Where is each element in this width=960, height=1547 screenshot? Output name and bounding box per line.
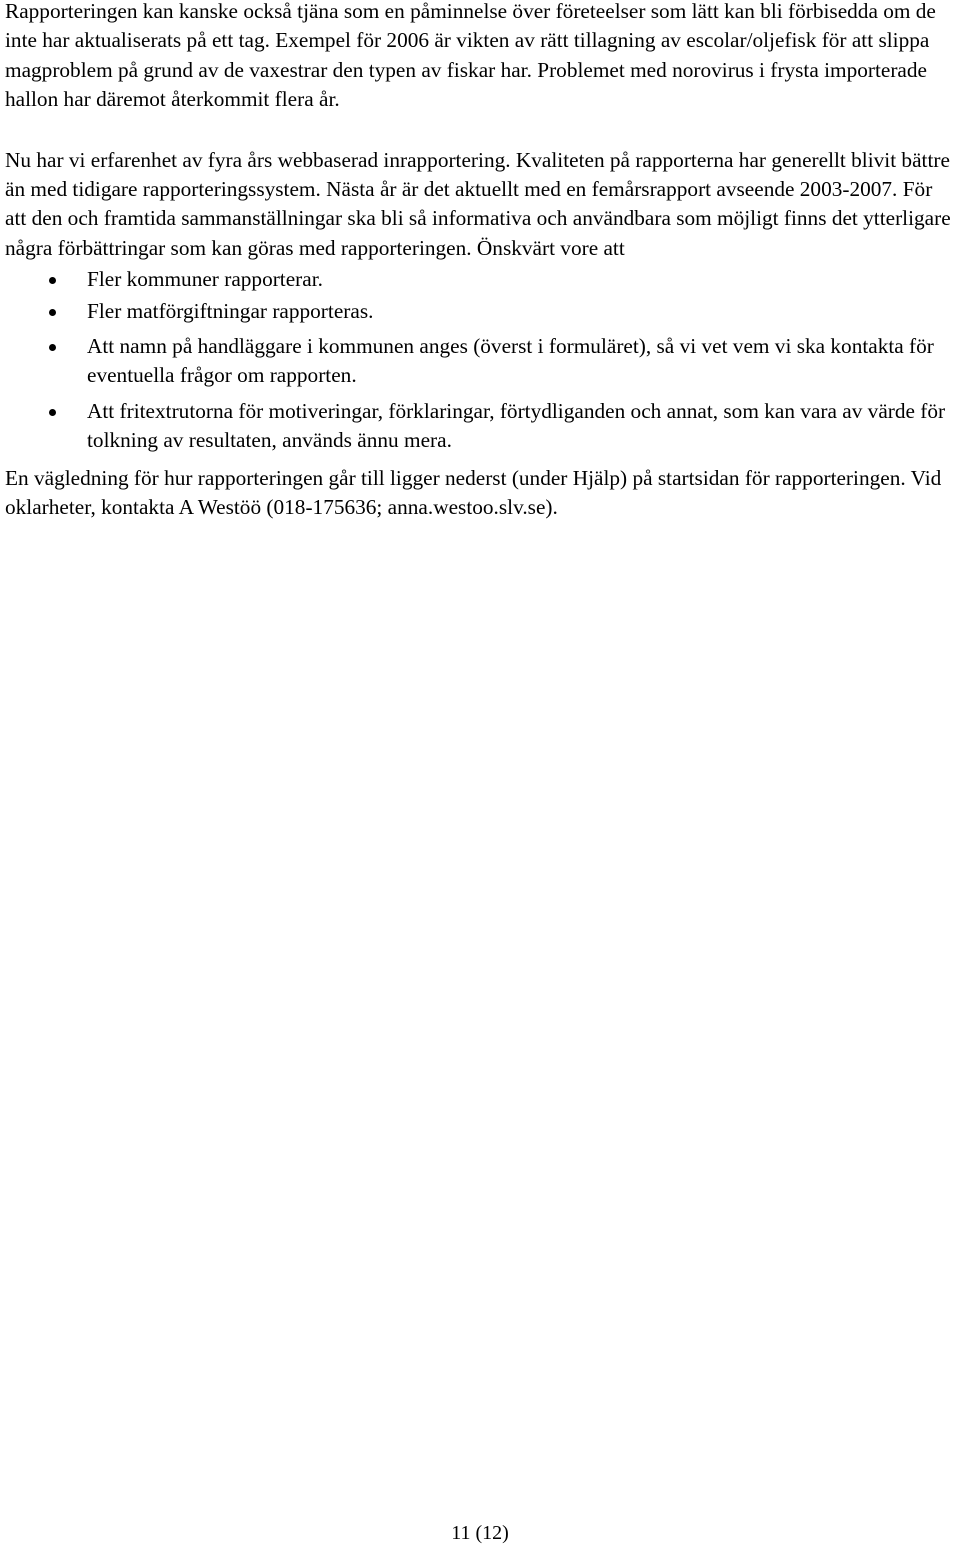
list-item-text: Fler kommuner rapporterar. [87,267,323,292]
list-item-text: Fler matförgiftningar rapporteras. [87,298,374,323]
improvement-list [5,265,955,455]
document-body [5,0,955,523]
list-item-text: Att namn på handläggare i kommunen anges (överst i formuläret), så vi vet vem vi ska kontakta för eventuella frågor om rapporten. [87,334,934,388]
list-item [5,332,955,391]
list-item [5,265,955,294]
bullet-icon [49,344,56,351]
page-number: 11 (12) [451,1522,509,1544]
list-item [5,397,955,456]
list-item [5,297,955,326]
paragraph-guidance-contact: En vägledning för hur rapporteringen går till ligger nederst (under Hjälp) på startsidan för rapporteringen. Vid oklarheter, kontakta A Westöö (018-175636; anna.westoo.slv.se). [5,465,942,520]
list-item-text: Att fritextrutorna för motiveringar, förklaringar, förtydliganden och annat, som kan vara av värde för tolkning av resultaten, används ännu mera. [87,398,946,453]
paragraph-webbased-reporting: Nu har vi erfarenhet av fyra års webbaserad inrapportering. Kvaliteten på rapporterna har generellt blivit bättre än med tidigare rapporteringssystem. Nästa år är det aktuellt med en femårsrapport avseende 2003-2007. För att den och framtida sammanställningar ska bli så informativa och användbara som möjligt finns det ytterligare några förbättringar som kan göras med rapporteringen. Önskvärt vore att [5,147,951,260]
paragraph-intro: Rapporteringen kan kanske också tjäna som en påminnelse över företeelser som lätt kan bli förbisedda om de inte har aktualiserats på ett tag. Exempel för 2006 är vikten av rätt tillagning av escolar/oljefisk för att slippa magproblem på grund av de vaxestrar den typen av fiskar har. Problemet med norovirus i frysta importerade hallon har däremot återkommit flera år. [5,0,936,112]
bullet-icon [49,409,56,416]
bullet-icon [49,309,56,316]
bullet-icon [49,277,56,284]
